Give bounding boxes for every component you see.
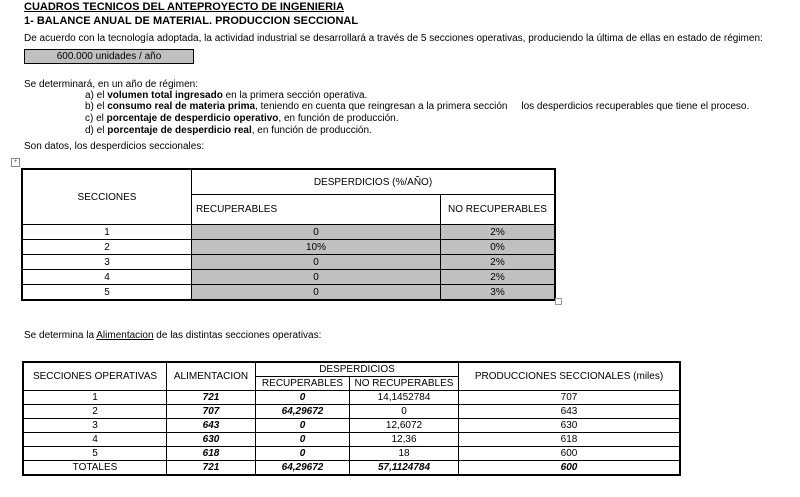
cell-seccion: 3: [22, 255, 192, 270]
table-row: [23, 391, 680, 405]
header-no-recuperables: NO RECUPERABLES: [441, 195, 556, 225]
cell-recuperables: 0: [256, 433, 350, 447]
cell-no-recuperables: 2%: [441, 255, 556, 270]
table-row: [22, 270, 555, 285]
cell-alimentacion: 630: [167, 433, 256, 447]
header-producciones: PRODUCCIONES SECCIONALES (miles): [459, 362, 681, 391]
alimentacion-intro: Se determina la Alimentacion de las distintas secciones operativas:: [24, 330, 322, 341]
list-item-b: b) el consumo real de materia prima, teniendo en cuenta que reingresan a la primera sección los desperdicios recuperables que tiene el proceso.: [85, 101, 750, 112]
header-no-recuperables: NO RECUPERABLES: [350, 377, 459, 391]
cell-no-recuperables: 14,1452784: [350, 391, 459, 405]
header-recuperables: RECUPERABLES: [192, 195, 441, 225]
list-item-d: d) el porcentaje de desperdicio real, en función de producción.: [85, 125, 372, 136]
determine-intro: Se determinará, en un año de régimen:: [24, 79, 198, 90]
cell-seccion: 3: [23, 419, 167, 433]
header-recuperables: RECUPERABLES: [256, 377, 350, 391]
cell-seccion: 4: [23, 433, 167, 447]
production-box: 600.000 unidades / año: [24, 49, 194, 64]
cell-alimentacion: 643: [167, 419, 256, 433]
cell-produccion: 600: [459, 447, 681, 461]
header-desperdicios: DESPERDICIOS (%/AÑO): [192, 169, 556, 195]
cell-no-recuperables: 2%: [441, 225, 556, 240]
cell-total-produccion: 600: [459, 461, 681, 476]
cell-recuperables: 0: [192, 270, 441, 285]
table-move-handle-icon[interactable]: +: [11, 158, 20, 167]
data-intro: Son datos, los desperdicios seccionales:: [24, 141, 205, 152]
cell-seccion: 5: [22, 285, 192, 301]
cell-produccion: 707: [459, 391, 681, 405]
cell-recuperables: 0: [256, 447, 350, 461]
table-row: [23, 405, 680, 419]
header-secciones-operativas: SECCIONES OPERATIVAS: [23, 362, 167, 391]
list-item-c: c) el porcentaje de desperdicio operativo, en función de producción.: [85, 113, 399, 124]
cell-no-recuperables: 3%: [441, 285, 556, 301]
document-title: CUADROS TECNICOS DEL ANTEPROYECTO DE INGENIERIA: [24, 1, 345, 13]
feed-table: [22, 361, 681, 476]
cell-no-recuperables: 12,36: [350, 433, 459, 447]
cell-recuperables: 0: [192, 285, 441, 301]
cell-recuperables: 0: [256, 419, 350, 433]
table-row: [23, 419, 680, 433]
table-row: [22, 225, 555, 240]
cell-recuperables: 0: [192, 255, 441, 270]
list-item-a: a) el volumen total ingresado en la primera sección operativa.: [85, 90, 368, 101]
section-heading: 1- BALANCE ANUAL DE MATERIAL. PRODUCCION SECCIONAL: [24, 15, 359, 27]
cell-seccion: 4: [22, 270, 192, 285]
cell-seccion: 1: [22, 225, 192, 240]
intro-paragraph: De acuerdo con la tecnología adoptada, la actividad industrial se desarrollará a través de 5 secciones operativas, produciendo la última de ellas en estado de régimen:: [24, 33, 763, 44]
cell-seccion: 2: [23, 405, 167, 419]
cell-no-recuperables: 0: [350, 405, 459, 419]
cell-no-recuperables: 0%: [441, 240, 556, 255]
cell-seccion: 1: [23, 391, 167, 405]
cell-recuperables: 0: [192, 225, 441, 240]
cell-recuperables: 10%: [192, 240, 441, 255]
cell-total-alimentacion: 721: [167, 461, 256, 476]
table-row: [22, 240, 555, 255]
cell-recuperables: 0: [256, 391, 350, 405]
table-row: [22, 285, 555, 301]
waste-table: [21, 168, 556, 301]
cell-recuperables: 64,29672: [256, 405, 350, 419]
cell-alimentacion: 618: [167, 447, 256, 461]
table-row: [22, 255, 555, 270]
cell-total-recuperables: 64,29672: [256, 461, 350, 476]
header-desperdicios: DESPERDICIOS: [256, 362, 459, 377]
cell-no-recuperables: 18: [350, 447, 459, 461]
cell-produccion: 643: [459, 405, 681, 419]
cell-produccion: 630: [459, 419, 681, 433]
header-secciones: SECCIONES: [22, 169, 192, 225]
table-row: [23, 433, 680, 447]
cell-seccion: 2: [22, 240, 192, 255]
table-row: [23, 447, 680, 461]
totals-row: [23, 461, 680, 476]
cell-no-recuperables: 2%: [441, 270, 556, 285]
cell-alimentacion: 721: [167, 391, 256, 405]
cell-no-recuperables: 12,6072: [350, 419, 459, 433]
cell-seccion: 5: [23, 447, 167, 461]
cell-alimentacion: 707: [167, 405, 256, 419]
header-alimentacion: ALIMENTACION: [167, 362, 256, 391]
table-resize-handle[interactable]: [555, 298, 562, 305]
cell-totales-label: TOTALES: [23, 461, 167, 476]
cell-produccion: 618: [459, 433, 681, 447]
cell-total-no-recuperables: 57,1124784: [350, 461, 459, 476]
